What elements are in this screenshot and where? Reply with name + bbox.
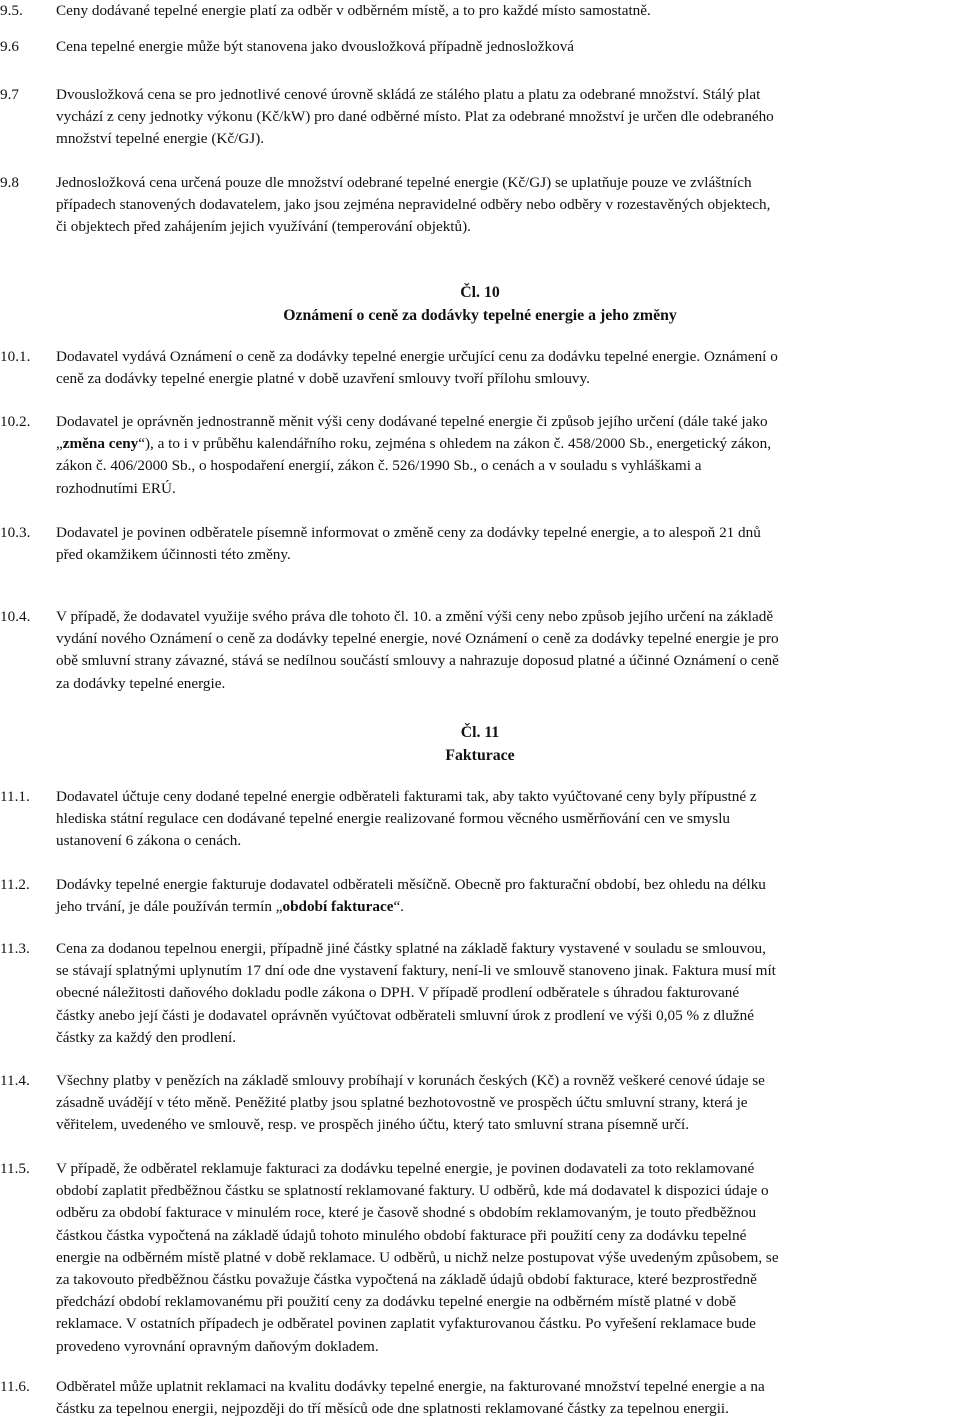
paragraph-text: Dodavatel vydává Oznámení o ceně za dodávky tepelné energie určující cenu za dodávku tepelné energie. Oznámení o ceně za dodávky tepelné energie platné v době uzavření smlouvy tvoří přílohu smlouvy. <box>56 348 778 388</box>
paragraph-10-2 <box>0 411 960 500</box>
paragraph-number: 11.3. <box>0 940 30 957</box>
text-part: “. <box>393 898 404 916</box>
paragraph-number: 11.4. <box>0 1072 30 1089</box>
paragraph-number: 11.2. <box>0 876 30 893</box>
paragraph-number: 9.5. <box>0 2 23 19</box>
paragraph-number: 10.1. <box>0 348 31 365</box>
paragraph-11-2 <box>0 874 960 918</box>
text-part: Dodávky tepelné energie fakturuje dodavatel odběrateli měsíčně. Obecně pro fakturační období, bez ohledu na délku jeho trvání, je dále používán termín „ <box>56 876 766 916</box>
paragraph-number: 9.6 <box>0 38 19 55</box>
paragraph-text: Jednosložková cena určená pouze dle množství odebrané tepelné energie (Kč/GJ) se uplatňuje pouze ve zvláštních případech stanovených dodavatelem, jako jsou zejména nepravidelné odběry nebo odběry v rozestavěných objektech, či objektech před zahájením jejich využívání (temperování objektů). <box>56 174 771 236</box>
article-10-subtitle: Oznámení o ceně za dodávky tepelné energie a jeho změny <box>283 307 677 324</box>
paragraph-9-7 <box>0 84 960 151</box>
text-part: Dodavatel je oprávněn jednostranně měnit výši ceny dodávané tepelné energie či způsob jejího určení (dále také jako „ <box>56 413 768 453</box>
paragraph-number: 11.1. <box>0 788 30 805</box>
paragraph-number: 9.8 <box>0 174 19 191</box>
paragraph-9-6 <box>0 36 960 58</box>
paragraph-11-4 <box>0 1070 960 1137</box>
paragraph-text: Dodavatel účtuje ceny dodané tepelné energie odběrateli fakturami tak, aby takto vyúčtované ceny byly přípustné z hlediska státní regulace cen dodávané tepelné energie realizované formou věcného usměrňování cen ve smyslu ustanovení 6 zákona o cenách. <box>56 788 757 850</box>
paragraph-number: 11.5. <box>0 1160 30 1177</box>
paragraph-text: Dvousložková cena se pro jednotlivé cenové úrovně skládá ze stálého platu a platu za odebrané množství. Stálý plat vychází z ceny jednotky výkonu (Kč/kW) pro dané odběrné místo. Plat za odebrané množství je určen dle odebraného množství tepelné energie (Kč/GJ). <box>56 86 774 148</box>
paragraph-text: Dodavatel je povinen odběratele písemně informovat o změně ceny za dodávky tepelné energie, a to alespoň 21 dnů před okamžikem účinnosti této změny. <box>56 524 761 564</box>
paragraph-9-5 <box>0 0 960 22</box>
paragraph-number: 11.6. <box>0 1378 30 1395</box>
paragraph-11-5 <box>0 1158 960 1358</box>
paragraph-number: 10.2. <box>0 413 31 430</box>
paragraph-11-3 <box>0 938 960 1049</box>
paragraph-10-4 <box>0 606 960 695</box>
paragraph-text: Všechny platby v penězích na základě smlouvy probíhají v korunách českých (Kč) a rovněž veškeré cenové údaje se zásadně uvádějí v této měně. Peněžité platby jsou splatné bezhotovostně ve prospěch účtu smluvní strany, která je věřitelem, uvedeného ve smlouvě, resp. ve prospěch jiného účtu, který tato smluvní strana písemně určí. <box>56 1072 765 1134</box>
article-10-title: Čl. 10 <box>460 284 500 301</box>
paragraph-text <box>56 874 960 918</box>
article-11-subtitle: Fakturace <box>445 747 515 764</box>
paragraph-text: Odběratel může uplatnit reklamaci na kvalitu dodávky tepelné energie, na fakturované množství tepelné energie a na částku za tepelnou energii, nejpozději do tří měsíců ode dne splatnosti reklamované částky za tepelnou energii. <box>56 1378 765 1418</box>
paragraph-number: 10.3. <box>0 524 31 541</box>
paragraph-number: 10.4. <box>0 608 31 625</box>
paragraph-text: V případě, že dodavatel využije svého práva dle tohoto čl. 10. a změní výši ceny nebo způsob jejího určení na základě vydání nového Oznámení o ceně za dodávky tepelné energie, nové Oznámení o ceně za dodávky tepelné energie je pro obě smluvní strany závazné, stává se nedílnou součástí smlouvy a nahrazuje doposud platné a účinné Oznámení o ceně za dodávky tepelné energie. <box>56 608 779 692</box>
paragraph-10-1 <box>0 346 960 390</box>
paragraph-number: 9.7 <box>0 86 19 103</box>
text-part: “), a to i v průběhu kalendářního roku, zejména s ohledem na zákon č. 458/2000 Sb., energetický zákon, zákon č. 406/2000 Sb., o hospodaření energií, zákon č. 526/1990 Sb., o cenách a v souladu s vyhláškami a rozhodnutími ERÚ. <box>56 435 772 497</box>
defined-term: období fakturace <box>282 898 394 916</box>
paragraph-text: V případě, že odběratel reklamuje fakturaci za dodávku tepelné energie, je povinen dodavateli za toto reklamované období zaplatit předběžnou částku se splatností reklamované faktury. U odběrů, kde má dodavatel k dispozici údaje o odběru za období fakturace v minulém roce, které je časově shodné s obdobím reklamovaným, je touto předběžnou částkou částka vypočtená na základě údajů tohoto minulého období fakturace při použití ceny za dodávku tepelné energie na odběrném místě platné v době reklamace. U odběrů, u nichž nelze postupovat výše uvedeným způsobem, se za takovouto předběžnou částku považuje částka vypočtená na základě údajů období fakturace, které bezprostředně předchází období reklamovanému při použití ceny za dodávku tepelné energie na odběrném místě platné v době reklamace. V ostatních případech je odběratel povinen zaplatit vyfakturovanou částku. Po vyřešení reklamace bude provedeno vyrovnání opravným daňovým dokladem. <box>56 1160 779 1355</box>
paragraph-text <box>56 411 960 500</box>
paragraph-9-8 <box>0 172 960 239</box>
defined-term: změna ceny <box>62 435 139 453</box>
paragraph-text: Ceny dodávané tepelné energie platí za odběr v odběrném místě, a to pro každé místo samostatně. <box>56 2 651 19</box>
paragraph-10-3 <box>0 522 960 566</box>
paragraph-11-1 <box>0 786 960 853</box>
paragraph-text: Cena tepelné energie může být stanovena jako dvousložková případně jednosložková <box>56 38 575 55</box>
paragraph-11-6 <box>0 1376 960 1420</box>
paragraph-text: Cena za dodanou tepelnou energii, případně jiné částky splatné na základě faktury vystavené v souladu se smlouvou, se stávají splatnými uplynutím 17 dní ode dne vystavení faktury, není-li ve smlouvě stanoveno jinak. Faktura musí mít obecné náležitosti daňového dokladu podle zákona o DPH. V případě prodlení odběratele s úhradou fakturované částky anebo její části je dodavatel oprávněn vyúčtovat odběrateli smluvní úrok z prodlení ve výši 0,05 % z dlužné částky za každý den prodlení. <box>56 940 776 1046</box>
article-11-title: Čl. 11 <box>460 724 500 741</box>
